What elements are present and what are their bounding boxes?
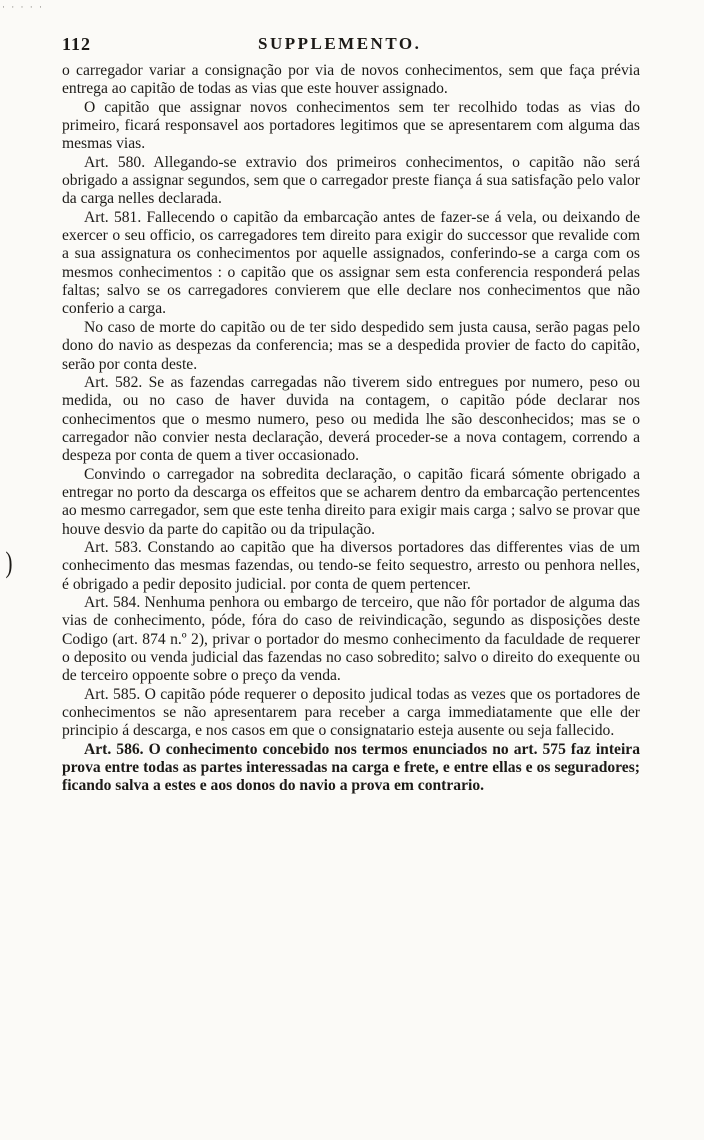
article-584: Art. 584. Nenhuma penhora ou embargo de terceiro, que não fôr portador de alguma das vias de conhecimento, póde, fóra do caso de reivindicação, segundo as disposições deste Codigo (art. 874 n.º 2), privar o portador do mesmo conhecimento da faculdade de requerer o deposito ou venda judicial das fazendas no caso sobredito; salvo o direito do exequente ou de terceiro oppoente sobre o preço da venda. <box>62 593 640 685</box>
paragraph-continuation: o carregador variar a consignação por via de novos conhecimentos, sem que faça prévia entrega ao capitão de todas as vias que este houver assignado. <box>62 62 640 98</box>
article-581: Art. 581. Fallecendo o capitão da embarcação antes de fazer-se á vela, ou deixando de exercer o seu officio, os carregadores tem direito para exigir do successor que revalide com a sua assignatura os conhecimentos por aquelle assignados, conferindo-se a carga com os mesmos conhecimentos : o capitão que os assignar sem esta conferencia responderá pelas faltas; salvo se os carregadores convierem que elle declare nos conhecimentos que não conferio a carga. <box>62 208 640 318</box>
article-582: Art. 582. Se as fazendas carregadas não tiverem sido entregues por numero, peso ou medida, ou no caso de haver duvida na contagem, o capitão póde declarar nos conhecimentos que o mesmo numero, peso ou medida lhe são desconhecidos; mas se o carregador não convier nesta declaração, deverá proceder-se a nova contagem, correndo a despeza por conta de quem a tiver occasionado. <box>62 373 640 465</box>
paragraph: Convindo o carregador na sobredita declaração, o capitão ficará sómente obrigado a entregar no porto da descarga os effeitos que se acharem dentro da embarcação pertencentes ao mesmo carregador, sem que este tenha direito para exigir mais carga ; salvo se provar que houve desvio da parte do capitão ou da tripulação. <box>62 465 640 538</box>
page-header <box>62 34 640 58</box>
corner-dots: · · · · · <box>2 2 44 12</box>
article-580: Art. 580. Allegando-se extravio dos primeiros conhecimentos, o capitão não será obrigado a assignar segundos, sem que o carregador preste fiança á sua satisfação pelo valor da carga nelles declarada. <box>62 153 640 208</box>
page-number: 112 <box>62 34 92 54</box>
article-585: Art. 585. O capitão póde requerer o deposito judical todas as vezes que os portadores de conhecimentos se não apresentarem para receber a carga immediatamente que elle der principio á descarga, e nos casos em que o consignatario esteja ausente ou seja fallecido. <box>62 685 640 740</box>
article-586: Art. 586. O conhecimento concebido nos termos enunciados no art. 575 faz inteira prova entre todas as partes interessadas na carga e frete, e entre ellas e os seguradores; ficando salva a estes e aos donos do navio a prova em contrario. <box>62 740 640 795</box>
running-title: SUPPLEMENTO. <box>258 34 422 53</box>
body-text <box>62 62 640 796</box>
book-page <box>62 34 640 796</box>
paragraph: O capitão que assignar novos conhecimentos sem ter recolhido todas as vias do primeiro, ficará responsavel aos portadores legitimos que se apresentarem com alguma das mesmas vias. <box>62 98 640 153</box>
paragraph: No caso de morte do capitão ou de ter sido despedido sem justa causa, serão pagas pelo dono do navio as despezas da conferencia; mas se a despedida provier de facto do capitão, serão por conta deste. <box>62 318 640 373</box>
article-583: Art. 583. Constando ao capitão que ha diversos portadores das differentes vias de um conhecimento das mesmas fazendas, ou tendo-se feito sequestro, arresto ou penhora nelles, é obrigado a pedir deposito judicial. por conta de quem pertencer. <box>62 538 640 593</box>
margin-bracket-mark: ) <box>5 546 13 579</box>
